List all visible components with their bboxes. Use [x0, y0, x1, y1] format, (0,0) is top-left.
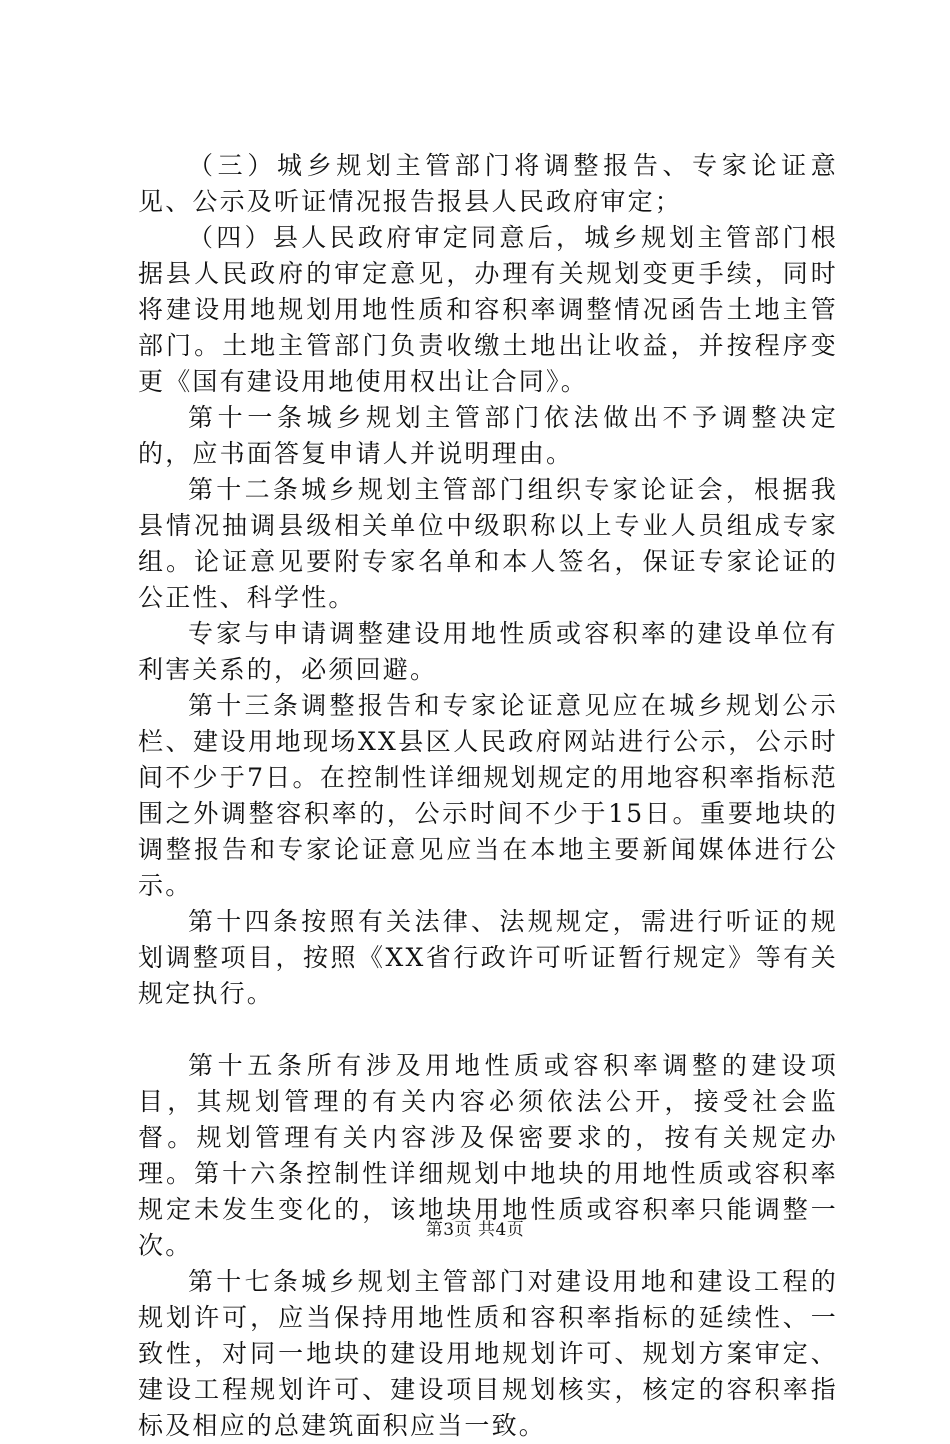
article-14-paragraph: 第十四条按照有关法律、法规规定，需进行听证的规划调整项目，按照《XX省行政许可听证暂行规定》等有关规定执行。: [138, 907, 838, 1008]
article-13-paragraph: 第十三条调整报告和专家论证意见应在城乡规划公示栏、建设用地现场XX县区人民政府网站进行公示，公示时间不少于7日。在控制性详细规划规定的用地容积率指标范围之外调整容积率的，公示时间不少于15日。重要地块的调整报告和专家论证意见应当在本地主要新闻媒体进行公示。: [138, 691, 838, 900]
article-15-16-paragraph: 第十五条所有涉及用地性质或容积率调整的建设项目，其规划管理的有关内容必须依法公开，接受社会监督。规划管理有关内容涉及保密要求的，按有关规定办理。第十六条控制性详细规划中地块的用地性质或容积率规定未发生变化的，该地块用地性质或容积率只能调整一次。: [138, 1051, 838, 1260]
page-number-footer: 第3页 共4页: [425, 1220, 525, 1240]
paragraph-item-4: （四）县人民政府审定同意后，城乡规划主管部门根据县人民政府的审定意见，办理有关规划变更手续，同时将建设用地规划用地性质和容积率调整情况函告土地主管部门。土地主管部门负责收缴土地出让收益，并按程序变更《国有建设用地使用权出让合同》。: [138, 223, 838, 396]
article-11-paragraph: 第十一条城乡规划主管部门依法做出不予调整决定的，应书面答复申请人并说明理由。: [138, 403, 838, 468]
article-12-paragraph: 第十二条城乡规划主管部门组织专家论证会，根据我县情况抽调县级相关单位中级职称以上专业人员组成专家组。论证意见要附专家名单和本人签名，保证专家论证的公正性、科学性。: [138, 475, 838, 612]
document-body: [138, 148, 838, 1444]
article-12-subparagraph: 专家与申请调整建设用地性质或容积率的建设单位有利害关系的，必须回避。: [138, 619, 838, 684]
paragraph-item-3: （三）城乡规划主管部门将调整报告、专家论证意见、公示及听证情况报告报县人民政府审定；: [138, 151, 838, 216]
article-17-paragraph: 第十七条城乡规划主管部门对建设用地和建设工程的规划许可，应当保持用地性质和容积率指标的延续性、一致性，对同一地块的建设用地规划许可、规划方案审定、建设工程规划许可、建设项目规划核实，核定的容积率指标及相应的总建筑面积应当一致。: [138, 1267, 838, 1440]
